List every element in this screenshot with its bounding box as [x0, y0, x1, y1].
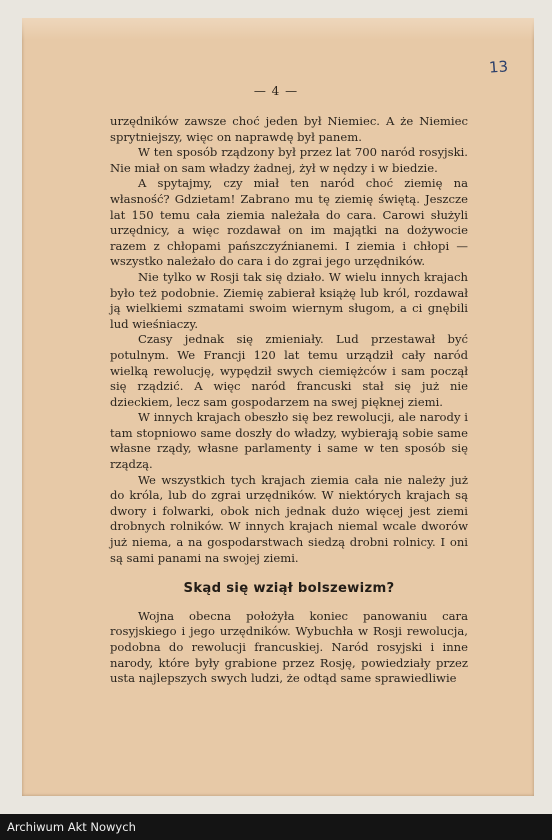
paragraph: W innych krajach obeszło się bez rewolucji, ale narody i tam stopniowo same doszły do władzy, wybierają sobie same własne rządy, własne parlamenty i same w ten sposób się rządzą. [110, 410, 468, 472]
section-heading: Skąd się wziął bolszewizm? [183, 581, 395, 597]
body-text [110, 114, 468, 687]
paragraph: Czasy jednak się zmieniały. Lud przestawał być potulnym. We Francji 120 lat temu urządził cały naród wielką rewolucję, wypędził swych ciemiężców i sam począł się rządzić. A więc naród francuski stał się już nie dzieckiem, lecz sam gospodarzem na swej pięknej ziemi. [110, 332, 468, 409]
archive-footer-bar [0, 814, 552, 840]
paragraph: Nie tylko w Rosji tak się działo. W wielu innych krajach było też podobnie. Ziemię zabierał książę lub król, rozdawał ją wielkiemi szmatami swoim wiernym sługom, a ci gnębili lud wieśniaczy. [110, 269, 468, 331]
archive-label: Archiwum Akt Nowych [7, 820, 136, 834]
paragraph: Wojna obecna położyła koniec panowaniu cara rosyjskiego i jego urzędników. Wybuchła w Rosji rewolucja, podobna do rewolucji francuskiej. Naród rosyjski i inne narody, które były grabione przez Rosję, powiedziały przez usta najlepszych swych ludzi, że odtąd same sprawiedliwie [110, 608, 468, 686]
page-number: — 4 — [253, 84, 299, 98]
handwritten-folio-number: 13 [488, 57, 509, 77]
paragraph: A spytajmy, czy miał ten naród choć ziemię na własność? Gdzietam! Zabrano mu tę ziemię świętą. Jeszcze lat 150 temu cała ziemia należała do cara. Carowi służyli urzędnicy, a więc rozdawał on im majątki na dożywocie razem z chłopami pańszczyźnianemi. I ziemia i chłopi — wszystko należało do cara i do zgrai jego urzędników. [110, 176, 468, 269]
paragraph: We wszystkich tych krajach ziemia cała nie należy już do króla, lub do zgrai urzędników. W niektórych krajach są dwory i folwarki, obok nich jednak dużo więcej jest ziemi drobnych rolników. W innych krajach niemal wcale dworów już niema, a na gospodarstwach siedzą drobni rolnicy. I oni są sami panami na swojej ziemi. [110, 472, 468, 565]
paragraph: urzędników zawsze choć jeden był Niemiec. A że Niemiec sprytniejszy, więc on naprawdę był panem. [110, 114, 468, 144]
paragraph: W ten sposób rządzony był przez lat 700 naród rosyjski. Nie miał on sam władzy żadnej, żył w nędzy i w biedzie. [110, 145, 468, 175]
